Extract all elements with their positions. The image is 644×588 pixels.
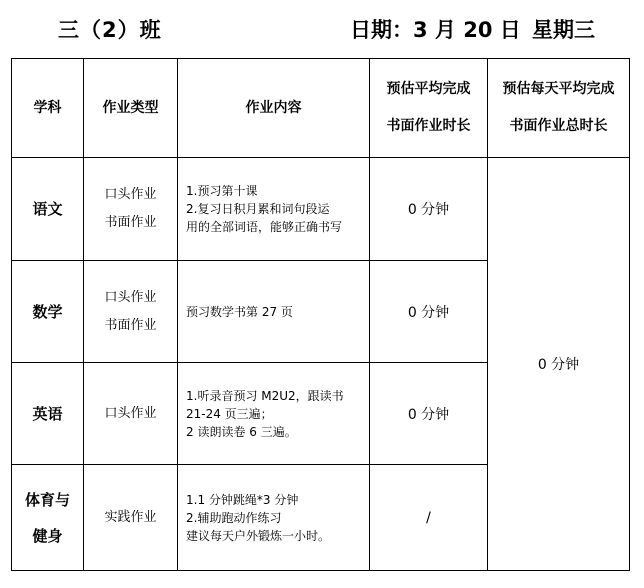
subject-cell: 英语	[12, 363, 84, 465]
class-name: 三（2）班	[58, 18, 162, 42]
content-cell	[178, 261, 370, 363]
content-line: 1.听录音预习 M2U2，跟读书	[186, 388, 344, 403]
weekday-label: 星期三	[532, 18, 595, 42]
type-label: 口头作业	[104, 187, 157, 202]
col-header-daily-total-line2: 书面作业总时长	[509, 118, 608, 134]
col-header-avg-time-line2: 书面作业时长	[386, 118, 471, 134]
time-cell: 0 分钟	[370, 261, 488, 363]
page-header	[0, 12, 644, 46]
time-cell: 0 分钟	[370, 158, 488, 261]
subject-cell	[12, 465, 84, 571]
table-row-chinese	[12, 158, 630, 261]
col-header-content: 作业内容	[178, 59, 370, 158]
content-line: 用的全部词语，能够正确书写	[186, 220, 343, 234]
col-header-subject: 学科	[12, 59, 84, 158]
type-label: 书面作业	[104, 215, 157, 230]
col-header-daily-total	[488, 59, 630, 158]
type-cell	[84, 158, 178, 261]
content-line: 21-24 页三遍；	[186, 406, 273, 421]
subject-cell: 数学	[12, 261, 84, 363]
daily-total-cell: 0 分钟	[488, 158, 630, 571]
content-line: 2.辅助跑动作练习	[186, 510, 282, 525]
type-label: 实践作业	[104, 509, 157, 525]
subject-line: 体育与	[24, 490, 70, 509]
type-cell	[84, 261, 178, 363]
type-label: 书面作业	[104, 317, 157, 333]
content-line: 1.1 分钟跳绳*3 分钟	[186, 492, 299, 507]
content-cell	[178, 465, 370, 571]
type-label: 口头作业	[104, 289, 157, 305]
type-cell	[84, 363, 178, 465]
col-header-type: 作业类型	[84, 59, 178, 158]
col-header-daily-total-line1: 预估每天平均完成	[502, 81, 615, 97]
content-line: 2 读朗读卷 6 三遍。	[186, 424, 297, 439]
type-cell	[84, 465, 178, 571]
type-label: 口头作业	[104, 405, 157, 421]
table-header-row	[12, 59, 630, 158]
col-header-avg-time-line1: 预估平均完成	[386, 81, 471, 97]
content-line: 建议每天户外锻炼一小时。	[186, 528, 331, 543]
subject-cell: 语文	[12, 158, 84, 261]
time-cell: /	[370, 465, 488, 571]
homework-table	[11, 58, 630, 571]
col-header-avg-time	[370, 59, 488, 158]
date-label: 日期：3 月 20 日	[350, 18, 521, 42]
content-cell	[178, 158, 370, 261]
content-cell	[178, 363, 370, 465]
content-line: 1.预习第十课	[186, 184, 258, 198]
subject-line: 健身	[32, 526, 63, 545]
content-line: 2.复习日积月累和词句段运	[186, 202, 330, 216]
content-line: 预习数学书第 27 页	[186, 304, 293, 319]
time-cell: 0 分钟	[370, 363, 488, 465]
